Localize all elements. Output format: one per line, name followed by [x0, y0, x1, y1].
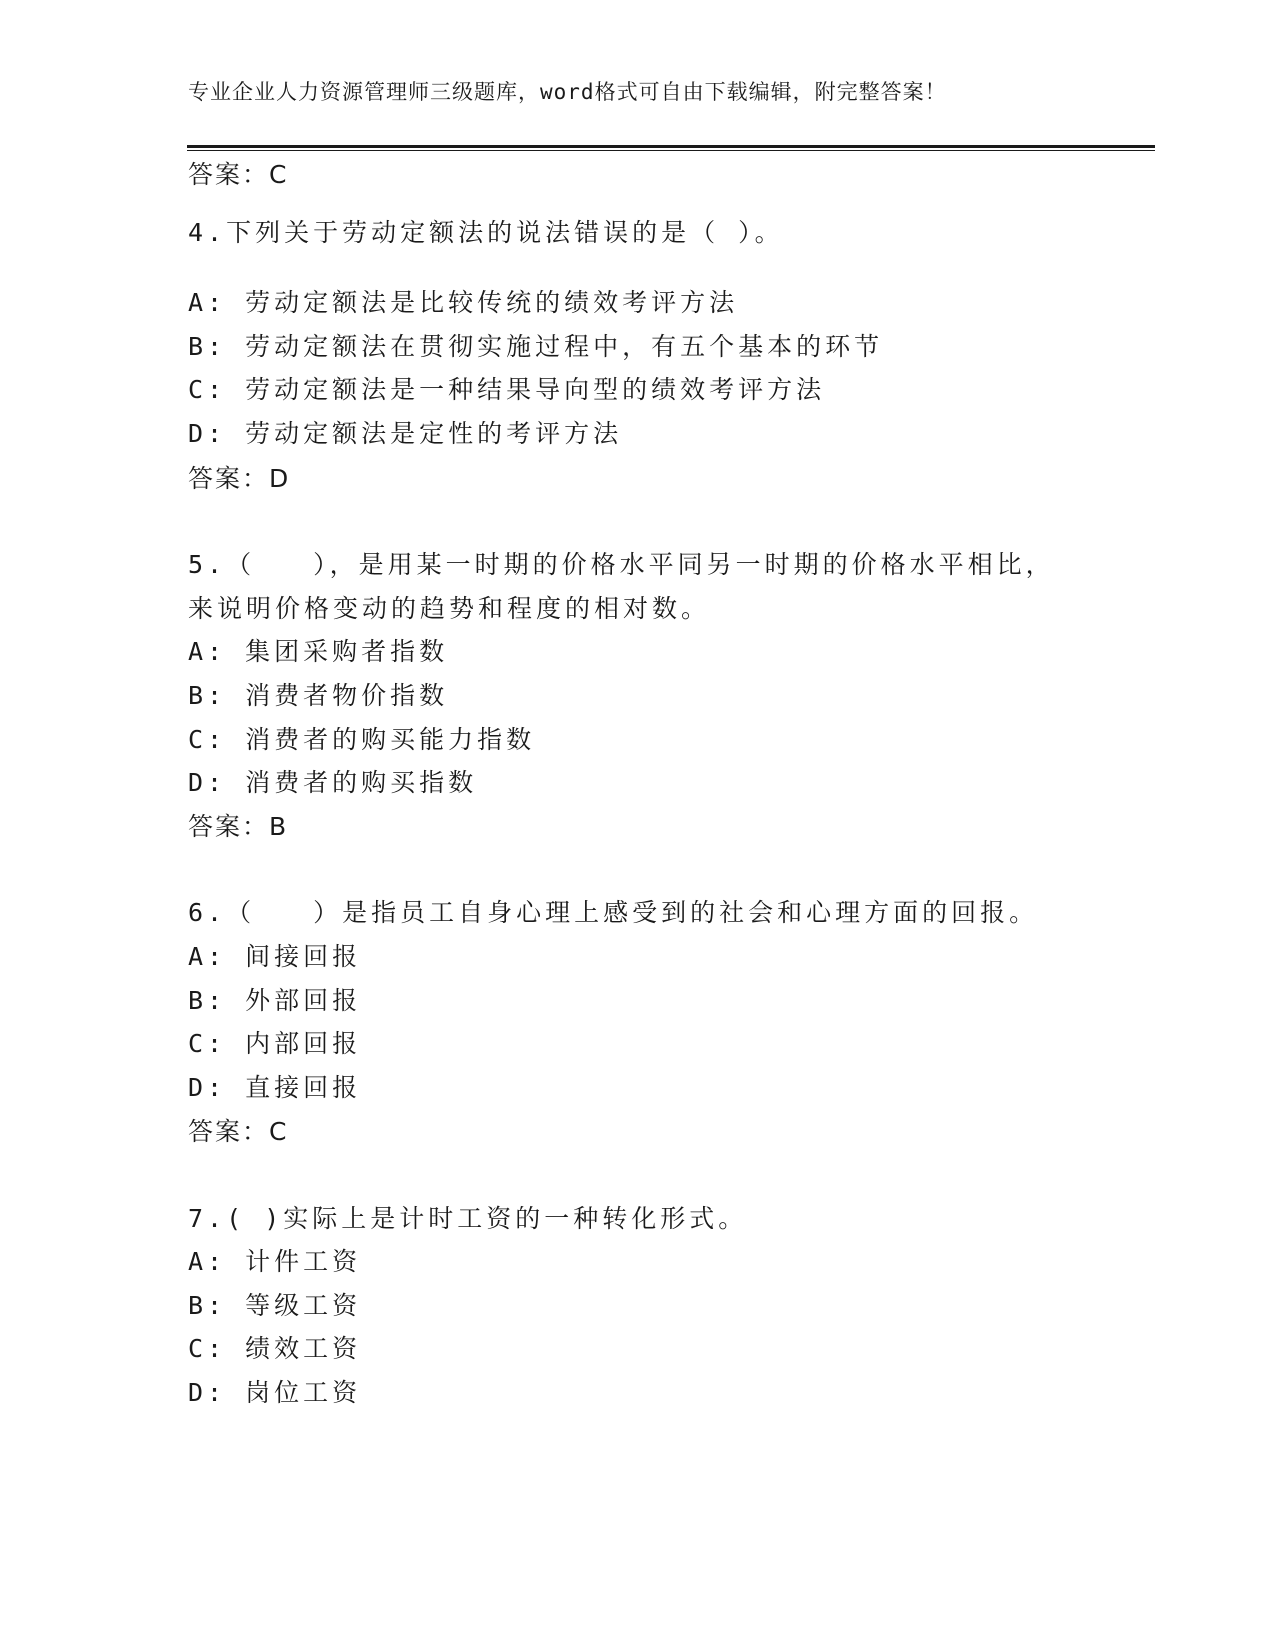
- question-6-stem: 6.（ ）是指员工自身心理上感受到的社会和心理方面的回报。: [188, 898, 1039, 927]
- previous-answer: 答案：C: [188, 160, 289, 189]
- question-6-option-c: C: 内部回报: [188, 1029, 362, 1058]
- question-4-option-d: D: 劳动定额法是定性的考评方法: [188, 419, 623, 448]
- header-rule-thick: [187, 145, 1155, 148]
- question-5-option-c: C: 消费者的购买能力指数: [188, 725, 536, 754]
- question-5-answer: 答案：B: [188, 812, 289, 841]
- question-5-option-d: D: 消费者的购买指数: [188, 768, 478, 797]
- question-7-stem: 7.( )实际上是计时工资的一种转化形式。: [188, 1204, 748, 1233]
- question-4-stem: 4.下列关于劳动定额法的说法错误的是（ ）。: [188, 218, 784, 247]
- question-5-option-b: B: 消费者物价指数: [188, 681, 449, 710]
- question-4-option-a: A: 劳动定额法是比较传统的绩效考评方法: [188, 288, 739, 317]
- page-header: 专业企业人力资源管理师三级题库，word格式可自由下载编辑，附完整答案！: [188, 80, 947, 104]
- question-5-option-a: A: 集团采购者指数: [188, 637, 449, 666]
- question-5-stem-line-1: 5.（ ），是用某一时期的价格水平同另一时期的价格水平相比，: [188, 550, 1055, 579]
- question-7-option-a: A: 计件工资: [188, 1247, 362, 1276]
- question-4-option-b: B: 劳动定额法在贯彻实施过程中，有五个基本的环节: [188, 332, 884, 361]
- header-rule-thin: [187, 150, 1155, 151]
- question-7-option-c: C: 绩效工资: [188, 1334, 362, 1363]
- question-7-option-b: B: 等级工资: [188, 1291, 362, 1320]
- question-4-option-c: C: 劳动定额法是一种结果导向型的绩效考评方法: [188, 375, 826, 404]
- question-4-answer: 答案：D: [188, 464, 291, 493]
- question-6-option-d: D: 直接回报: [188, 1073, 362, 1102]
- question-6-option-a: A: 间接回报: [188, 942, 362, 971]
- question-6-option-b: B: 外部回报: [188, 986, 362, 1015]
- question-6-answer: 答案：C: [188, 1117, 289, 1146]
- question-5-stem-line-2: 来说明价格变动的趋势和程度的相对数。: [188, 594, 711, 623]
- question-7-option-d: D: 岗位工资: [188, 1378, 362, 1407]
